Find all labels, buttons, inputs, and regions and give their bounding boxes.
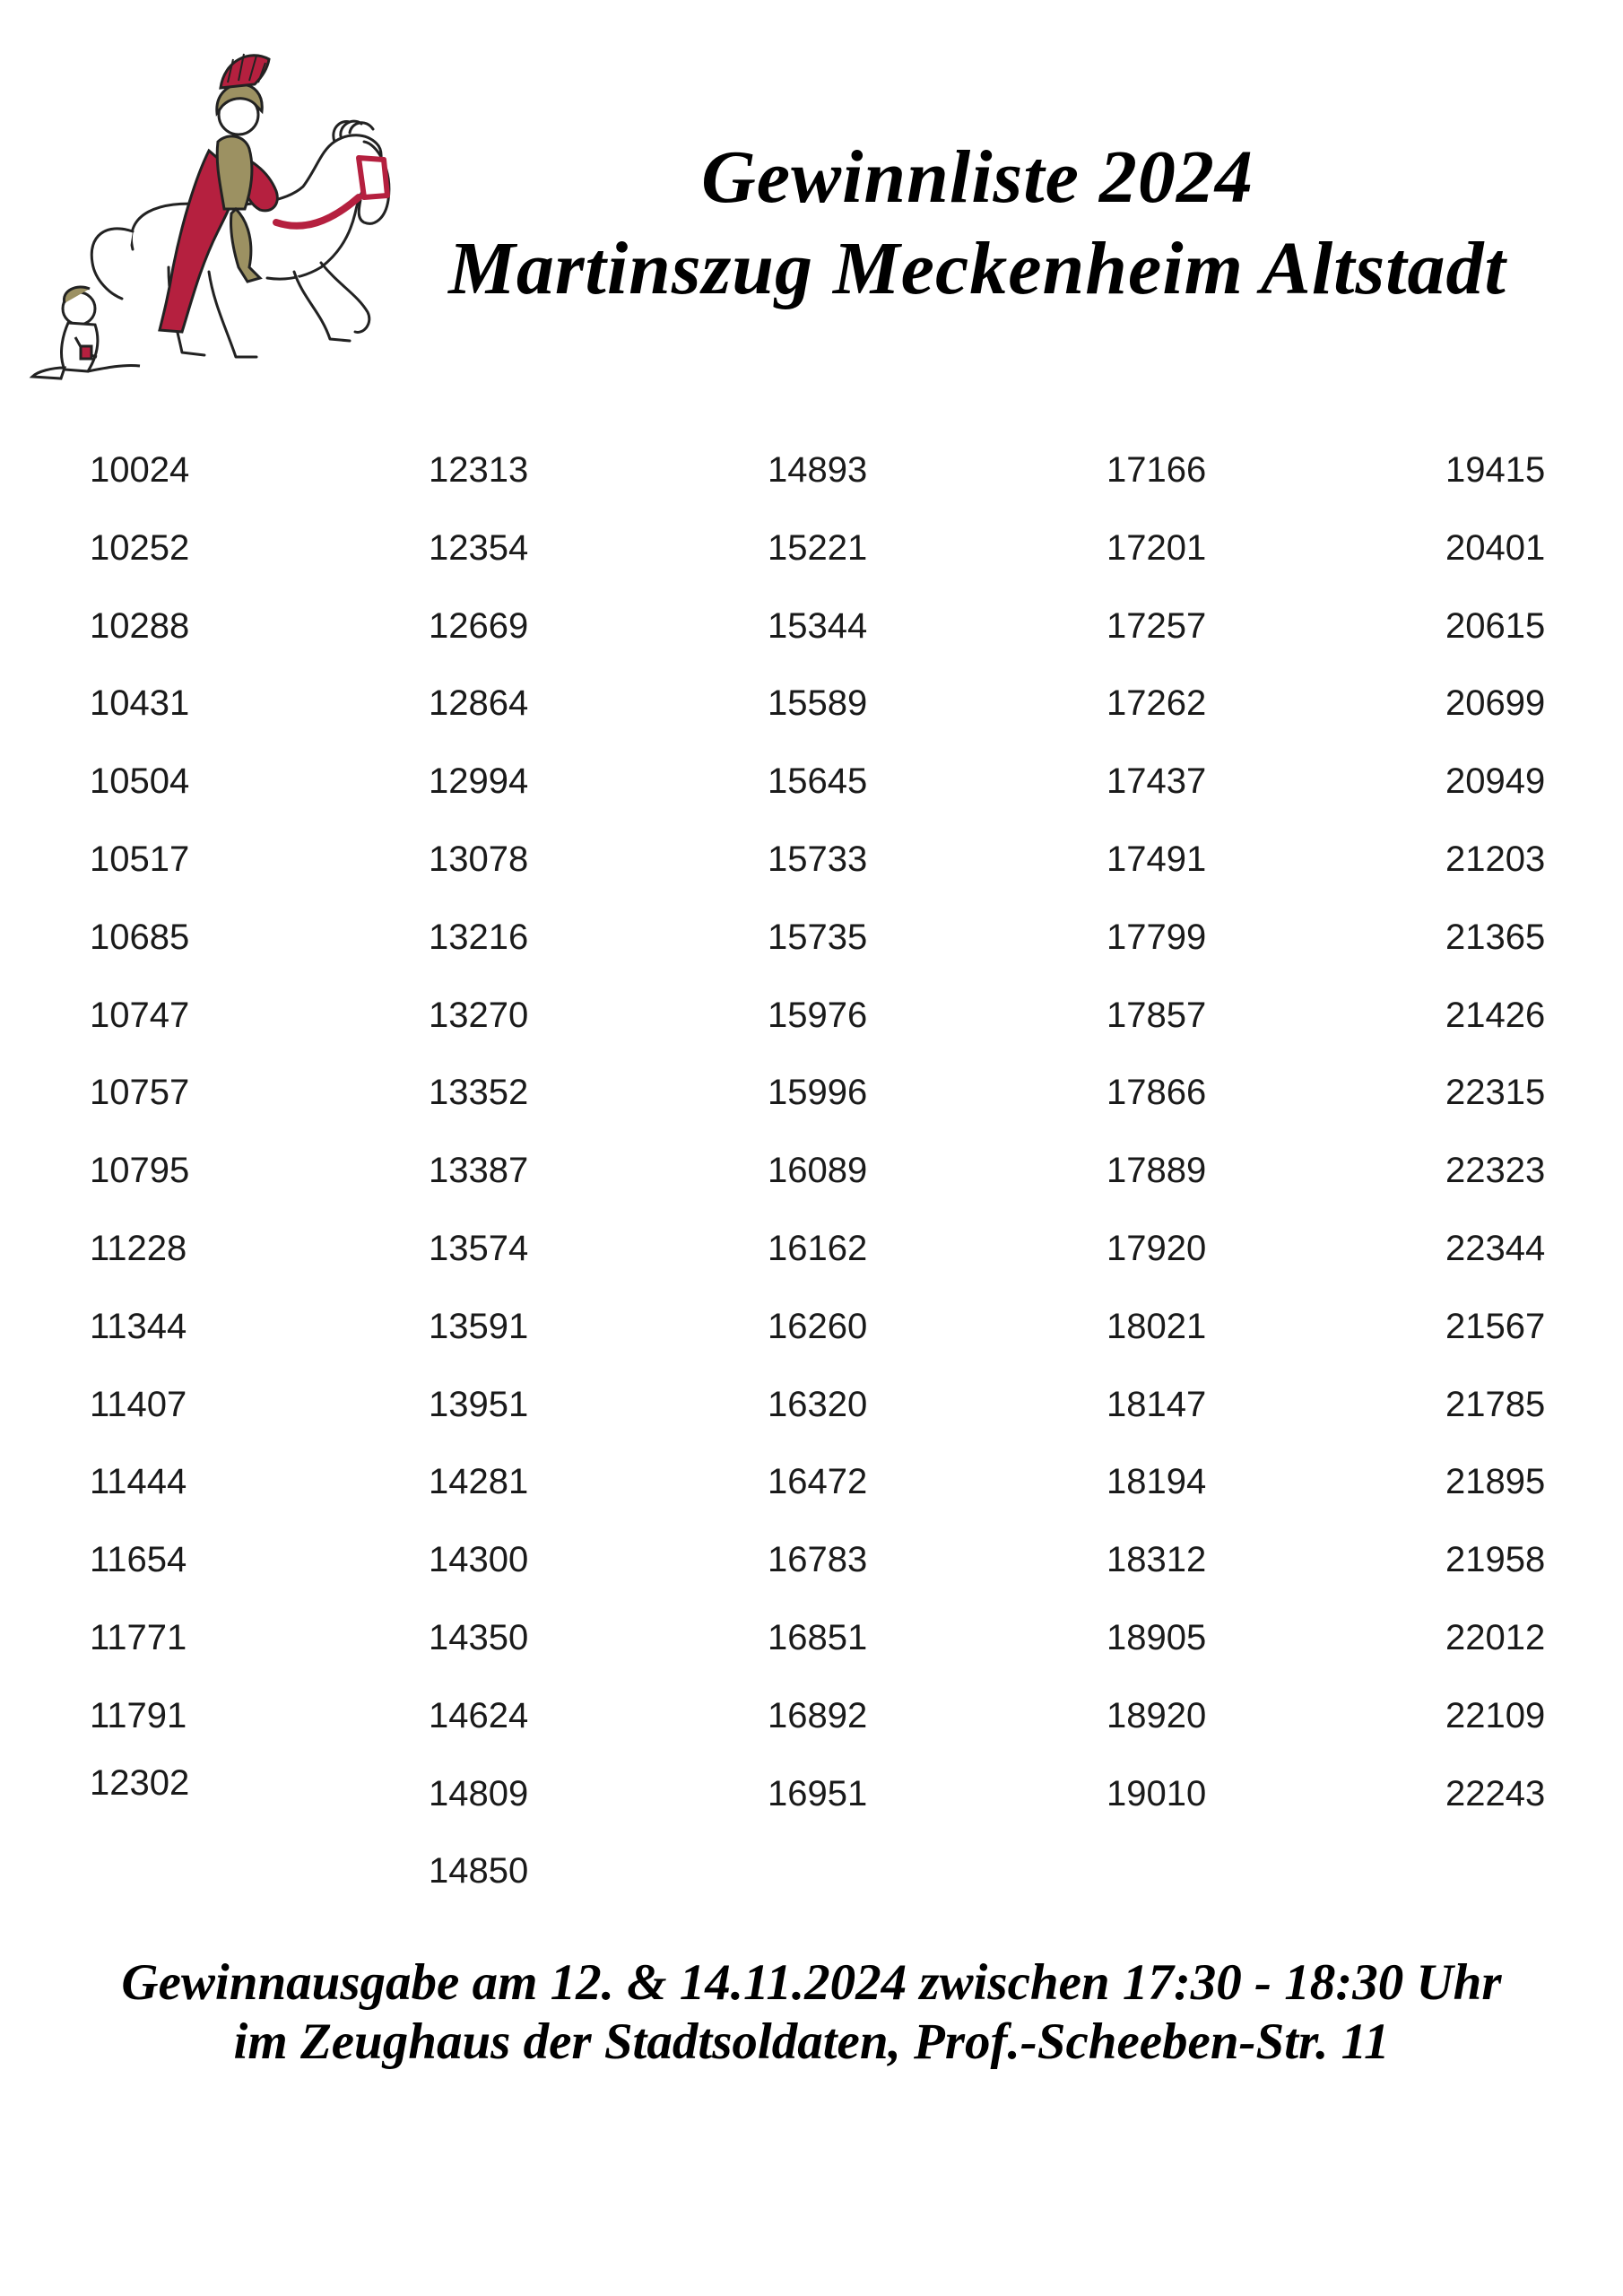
winning-number: 14350 [429, 1618, 529, 1657]
winning-number: 17437 [1107, 761, 1207, 802]
winning-number: 13270 [429, 995, 529, 1035]
winning-number: 17262 [1107, 683, 1207, 724]
footer-location: im Zeughaus der Stadtsoldaten, Prof.-Scheeben-Str. 11 [233, 2013, 1390, 2070]
winning-number: 16892 [768, 1695, 868, 1735]
winning-number: 11344 [90, 1306, 187, 1346]
winning-number: 18905 [1107, 1618, 1207, 1657]
winning-number: 17166 [1107, 450, 1207, 490]
winning-number: 14850 [429, 1851, 529, 1892]
winning-number: 12354 [429, 527, 529, 568]
winning-number: 10504 [90, 761, 190, 802]
winning-number: 10747 [90, 995, 190, 1035]
winning-number: 10795 [90, 1151, 190, 1191]
winning-number: 22344 [1445, 1229, 1546, 1268]
winning-number: 17889 [1107, 1151, 1207, 1191]
winning-number: 12994 [429, 761, 529, 802]
winning-number: 21958 [1445, 1540, 1546, 1580]
winning-number: 13591 [429, 1306, 529, 1346]
winning-number: 11444 [90, 1462, 187, 1502]
winning-number: 21203 [1445, 839, 1546, 879]
winning-number: 11771 [90, 1618, 187, 1657]
winning-number: 10252 [90, 527, 190, 568]
winning-number: 18021 [1107, 1306, 1207, 1346]
winning-number: 16089 [768, 1151, 868, 1191]
winning-number: 12669 [429, 605, 529, 646]
winning-number: 17857 [1107, 995, 1207, 1035]
winning-number: 20615 [1445, 605, 1546, 646]
winning-number: 16783 [768, 1540, 868, 1580]
winning-number: 11228 [90, 1229, 187, 1268]
winning-number: 13574 [429, 1229, 529, 1268]
winning-number: 10024 [90, 450, 190, 490]
winning-number: 12864 [429, 683, 529, 724]
winning-number: 15221 [768, 527, 868, 568]
winning-number: 12313 [429, 450, 529, 490]
winning-number: 20699 [1445, 683, 1546, 724]
winning-number: 16951 [768, 1773, 868, 1813]
winning-number: 22315 [1445, 1073, 1546, 1113]
footer-date-time: Gewinnausgabe am 12. & 14.11.2024 zwischen 17:30 - 18:30 Uhr [121, 1954, 1502, 2011]
winning-number: 20949 [1445, 761, 1546, 802]
winning-number: 16851 [768, 1618, 868, 1657]
winning-number: 11407 [90, 1384, 187, 1424]
winning-number: 13951 [429, 1384, 529, 1424]
winning-number: 17257 [1107, 605, 1207, 646]
winning-number: 21785 [1445, 1384, 1546, 1424]
winning-number: 22243 [1445, 1773, 1546, 1813]
winning-number: 15996 [768, 1073, 868, 1113]
winning-number: 16320 [768, 1384, 868, 1424]
winning-number: 15344 [768, 605, 868, 646]
winning-number: 14809 [429, 1773, 529, 1813]
winning-number: 12302 [90, 1762, 190, 1803]
winning-number: 11791 [90, 1695, 187, 1735]
winning-number: 10288 [90, 605, 190, 646]
winning-number: 17799 [1107, 917, 1207, 957]
winning-number: 22323 [1445, 1151, 1546, 1191]
winning-number: 13216 [429, 917, 529, 957]
winning-number: 17201 [1107, 527, 1207, 568]
winning-number: 10685 [90, 917, 190, 957]
winning-number: 17491 [1107, 839, 1207, 879]
winning-number: 18312 [1107, 1540, 1207, 1580]
winning-number: 14300 [429, 1540, 529, 1580]
winning-number: 16260 [768, 1306, 868, 1346]
winning-number: 14893 [768, 450, 868, 490]
winning-number: 13387 [429, 1151, 529, 1191]
winning-number: 17866 [1107, 1073, 1207, 1113]
winning-number: 16162 [768, 1229, 868, 1268]
footer-info [0, 1953, 1623, 2072]
winning-number: 18147 [1107, 1384, 1207, 1424]
winning-number: 18920 [1107, 1695, 1207, 1735]
winning-number: 15733 [768, 839, 868, 879]
winning-number: 15735 [768, 917, 868, 957]
winning-number: 11654 [90, 1540, 187, 1580]
winning-number: 22109 [1445, 1695, 1546, 1735]
winning-number: 17920 [1107, 1229, 1207, 1268]
winning-number: 10757 [90, 1073, 190, 1113]
winning-number: 21895 [1445, 1462, 1546, 1502]
winning-number: 15976 [768, 995, 868, 1035]
winning-number: 21567 [1445, 1306, 1546, 1346]
page-subtitle: Martinszug Meckenheim Altstadt [448, 227, 1506, 310]
winning-number: 22012 [1445, 1618, 1546, 1657]
winning-number: 20401 [1445, 527, 1546, 568]
winning-number: 10431 [90, 683, 190, 724]
winning-number: 14281 [429, 1462, 529, 1502]
winning-number: 13078 [429, 839, 529, 879]
winning-number: 19010 [1107, 1773, 1207, 1813]
winning-number: 15589 [768, 683, 868, 724]
winning-number: 15645 [768, 761, 868, 802]
page-title: Gewinnliste 2024 [701, 135, 1254, 219]
winning-number: 10517 [90, 839, 190, 879]
winning-number: 14624 [429, 1695, 529, 1735]
winning-number: 21365 [1445, 917, 1546, 957]
winning-number: 19415 [1445, 450, 1546, 490]
winning-number: 16472 [768, 1462, 868, 1502]
winning-number: 18194 [1107, 1462, 1207, 1502]
winning-number: 13352 [429, 1073, 529, 1113]
winning-number: 21426 [1445, 995, 1546, 1035]
